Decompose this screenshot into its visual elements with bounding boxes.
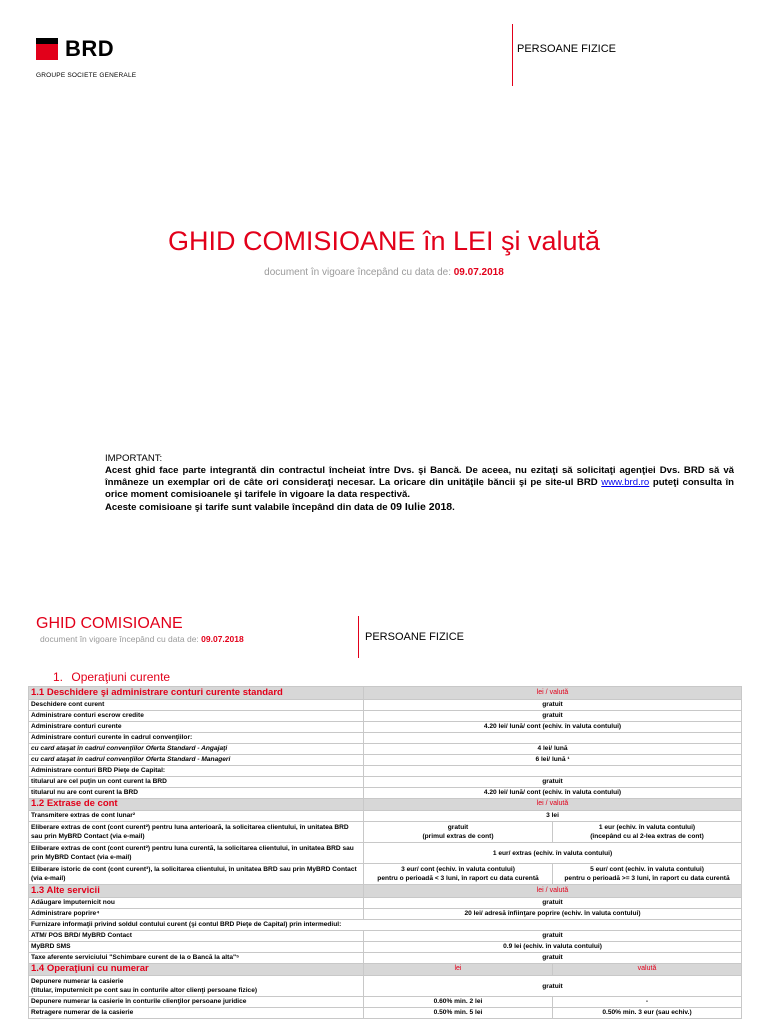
section-column-lei: lei [364,963,553,976]
table-row [29,743,742,754]
section-title-cell: 1.3 Alte servicii [29,885,364,898]
row-label: Deschidere cont curent [29,699,364,710]
row-label: Depunere numerar la casierie în conturile clienţilor persoane juridice [29,997,364,1008]
section-title-cell: 1.1 Deschidere şi administrare conturi curente standard [29,687,364,700]
row-value-lei: 0.50% min. 5 lei [364,1008,553,1019]
brd-logo-mark [36,38,58,60]
section-title-cell: 1.4 Operaţiuni cu numerar [29,963,364,976]
section-header-title: GHID COMISIOANE [36,615,183,632]
row-value: gratuit [364,710,742,721]
row-label: MyBRD SMS [29,941,364,952]
table-row [29,1008,742,1019]
section-heading [53,670,170,684]
row-label: Furnizare informaţii privind soldul contului curent (şi contul BRD Pieţe de Capital) prin intermediul: [29,919,742,930]
subtitle-prefix: document în vigoare începând cu data de: [264,267,451,278]
header-divider [512,24,513,86]
important-paragraph [105,465,734,501]
row-value: 1 eur/ extras (echiv. în valuta contului) [364,843,742,864]
row-value: gratuit [364,699,742,710]
row-value: 3 lei [364,811,742,822]
row-value: 4.20 lei/ lună/ cont (echiv. în valuta contului) [364,721,742,732]
page-title: GHID COMISIOANE în LEI şi valută [167,226,601,256]
row-label: Administrare poprire⁴ [29,908,364,919]
important-notice [105,453,734,514]
row-value: 4 lei/ lună [364,743,742,754]
important-text-1: Acest ghid face parte integrantă din contractul încheiat între Dvs. şi Bancă. De aceea, nu ezitaţi să solicitaţi agenţiei Dvs. BRD să vă înmâneze un exemplar ori de câte ori consideraţi necesar. La oricare din unităţile băncii şi pe site-ul BRD [105,465,734,488]
table-row [29,721,742,732]
row-value: 6 lei/ lună ¹ [364,754,742,765]
table-row [29,787,742,798]
row-label: Administrare conturi curente [29,721,364,732]
section-column-valuta: valută [553,963,742,976]
row-value-valuta: - [553,997,742,1008]
row-value: 4.20 lei/ lună/ cont (echiv. în valuta contului) [364,787,742,798]
important-text-2: puteţi consulta în orice moment comisioanele şi tarifele în vigoare la data respectivă. [105,477,735,500]
row-label: Administrare conturi escrow credite [29,710,364,721]
row-value-second [553,864,742,885]
value-line: gratuit [447,824,469,831]
table-row [29,732,742,743]
validity-date: 09 Iulie 2018 [390,501,453,513]
table-row [29,930,742,941]
row-label: Eliberare extras de cont (cont curent²) pentru luna anterioară, la solicitarea clientului, în unitatea BRD sau prin MyBRD Contact (via e-mail) [29,822,364,843]
table-row [29,919,742,930]
row-value-lei: 0.60% min. 2 lei [364,997,553,1008]
row-label: ATM/ POS BRD/ MyBRD Contact [29,930,364,941]
validity-paragraph [105,501,734,514]
table-section-header [29,798,742,811]
value-line: (primul extras de cont) [422,833,494,840]
important-heading: IMPORTANT: [105,453,163,464]
page-subtitle [0,267,768,278]
table-row [29,699,742,710]
value-line: 1 eur (echiv. în valuta contului) [598,824,696,831]
validity-text: Aceste comisioane şi tarife sunt valabile începând din data de [105,502,388,513]
section-header-subtitle-prefix: document în vigoare începând cu data de: [40,634,199,644]
section-column-cell: lei / valută [364,798,742,811]
fees-table [28,686,742,1019]
row-label: Eliberare istoric de cont (cont curent³), la solicitarea clientului, în unitatea BRD sau prin MyBRD Contact (via e-mail) [29,864,364,885]
row-value: 0.9 lei (echiv. în valuta contului) [364,941,742,952]
section-header-segment: PERSOANE FIZICE [365,631,465,643]
section-number: 1. [53,670,64,684]
table-row [29,952,742,963]
table-row [29,864,742,885]
row-value-first [364,822,553,843]
row-label: Eliberare extras de cont (cont curent²) pentru luna curentă, la solicitarea clientului, în unitatea BRD sau prin MyBRD Contact (via e-mail) [29,843,364,864]
row-label: Adăugare împuternicit nou [29,897,364,908]
row-label: Administrare conturi BRD Pieţe de Capital: [29,765,364,776]
value-line: pentru o perioadă >= 3 luni, în raport cu data curentă [564,875,730,882]
table-row [29,776,742,787]
value-line: pentru o perioadă < 3 luni, în raport cu data curentă [377,875,539,882]
row-label: titularul nu are cont curent la BRD [29,787,364,798]
table-row [29,908,742,919]
row-label [29,976,364,997]
row-label: Administrare conturi curente în cadrul convenţiilor: [29,732,364,743]
table-section-header [29,885,742,898]
table-row [29,822,742,843]
table-row [29,811,742,822]
row-value: gratuit [364,930,742,941]
brd-logo-subtitle: GROUPE SOCIETE GENERALE [36,72,137,79]
subtitle-date: 09.07.2018 [453,267,504,278]
value-line: 3 eur/ cont (echiv. în valuta contului) [401,866,515,873]
row-value: gratuit [364,952,742,963]
row-label: Retragere numerar de la casierie [29,1008,364,1019]
table-row [29,941,742,952]
row-label: cu card ataşat în cadrul convenţiilor Oferta Standard - Manageri [29,754,364,765]
table-section-header [29,687,742,700]
table-row [29,710,742,721]
brd-logo-text: BRD [65,36,115,61]
row-label: Transmitere extras de cont lunar² [29,811,364,822]
section-title: Operaţiuni curente [71,670,171,684]
section-title-cell: 1.2 Extrase de cont [29,798,364,811]
section-column-cell: lei / valută [364,885,742,898]
segment-label: PERSOANE FIZICE [517,43,617,55]
table-row [29,897,742,908]
row-value: gratuit [364,776,742,787]
validity-end: . [452,502,455,513]
row-value: 20 lei/ adresă înfiinţare poprire (echiv. în valuta contului) [364,908,742,919]
section-header-divider [358,616,359,658]
section-column-cell: lei / valută [364,687,742,700]
section-header-date: 09.07.2018 [201,634,244,644]
table-row [29,765,742,776]
row-value-first [364,864,553,885]
table-row [29,976,742,997]
label-line: (titular, împuternicit pe cont sau în conturile altor clienţi persoane fizice) [31,987,258,994]
brd-website-link[interactable]: www.brd.ro [601,477,650,488]
row-label: Taxe aferente serviciului "Schimbare curent de la o Bancă la alta"⁵ [29,952,364,963]
row-value-second [553,822,742,843]
row-value: gratuit [364,897,742,908]
value-line: 5 eur/ cont (echiv. în valuta contului) [590,866,704,873]
section-header-subtitle [40,634,244,644]
row-value [364,765,742,776]
row-label: titularul are cel puţin un cont curent la BRD [29,776,364,787]
table-row [29,754,742,765]
row-value: gratuit [364,976,742,997]
value-line: (începând cu al 2-lea extras de cont) [590,833,704,840]
table-section-header [29,963,742,976]
table-row [29,997,742,1008]
label-line: Depunere numerar la casierie [31,978,124,985]
table-row [29,843,742,864]
row-label: cu card ataşat în cadrul convenţiilor Oferta Standard - Angajaţi [29,743,364,754]
row-value-valuta: 0.50% min. 3 eur (sau echiv.) [553,1008,742,1019]
row-value [364,732,742,743]
